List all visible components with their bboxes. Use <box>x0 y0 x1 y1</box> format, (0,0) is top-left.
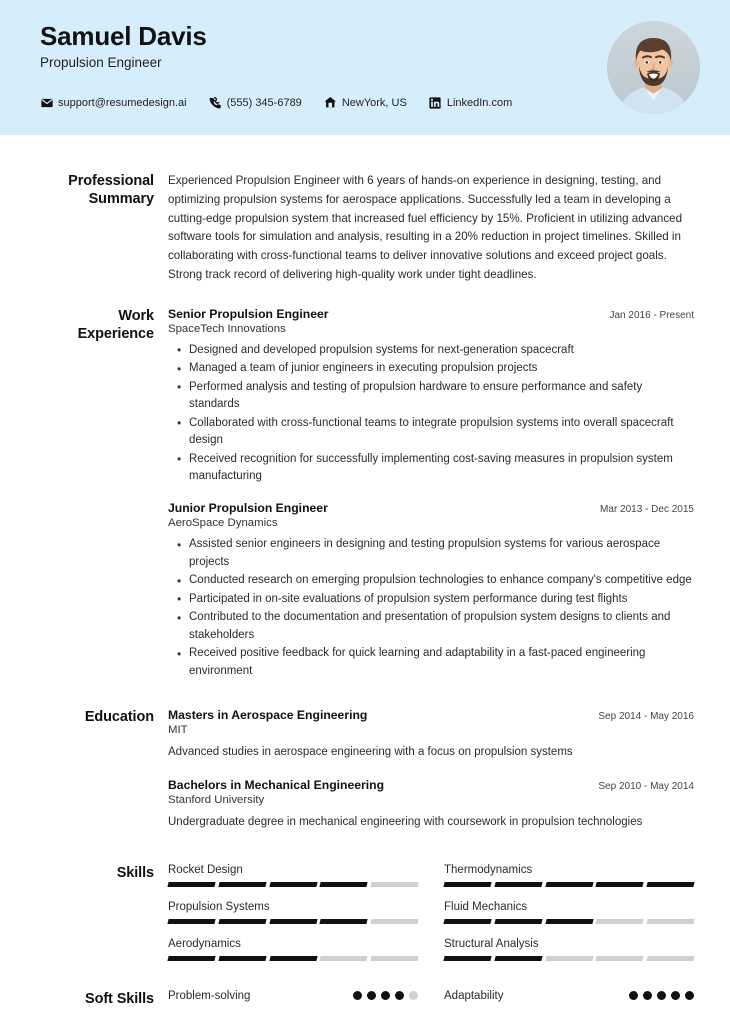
skill-bar-segment <box>371 882 419 887</box>
contact-email[interactable] <box>40 96 187 109</box>
list-item: • Performed analysis and testing of propulsion hardware to ensure performance and safety standards <box>189 379 694 414</box>
education-school: Stanford University <box>168 794 265 807</box>
section-education <box>40 708 694 832</box>
section-professional-summary <box>40 172 694 285</box>
skill-bar-segment <box>371 956 419 961</box>
soft-skill-dot <box>409 991 418 1000</box>
section-label-skills: Skills <box>116 864 154 881</box>
experience-bullets <box>168 342 694 486</box>
phone-icon <box>209 96 222 109</box>
profile-photo-illustration <box>607 21 700 114</box>
experience-entry-head <box>168 307 694 321</box>
soft-skill-dot <box>657 991 666 1000</box>
experience-entry-head <box>168 501 694 515</box>
contact-row <box>40 96 534 109</box>
home-icon <box>324 96 337 109</box>
soft-skill-dot <box>685 991 694 1000</box>
skill-name: Thermodynamics <box>444 863 533 876</box>
experience-role: Senior Propulsion Engineer <box>168 306 329 321</box>
skill-item <box>444 864 694 887</box>
section-label-experience: Work Experience <box>77 307 154 342</box>
soft-skill-name: Adaptability <box>444 989 504 1002</box>
skill-bar-segment <box>218 919 266 924</box>
education-description: Undergraduate degree in mechanical engineering with coursework in propulsion technologies <box>168 816 643 829</box>
experience-content <box>168 307 694 682</box>
education-degree: Masters in Aerospace Engineering <box>168 708 368 723</box>
linkedin-icon <box>429 96 442 109</box>
soft-skill-dot <box>367 991 376 1000</box>
soft-skill-item <box>168 990 418 1002</box>
skills-content <box>168 864 694 961</box>
section-label-soft-skills: Soft Skills <box>85 990 154 1007</box>
skill-name: Aerodynamics <box>168 937 241 950</box>
summary-text: Experienced Propulsion Engineer with 6 years of hands-on experience in designing, testing, and optimizing propulsion systems for aerospace applications. Successfully led a team in developing a cutting-edge propulsion system that increased fuel efficiency by 15%. Proficient in utilizing advanced software tools for simulation and analysis, resulting in a 20% reduction in project timelines. Skilled in collaborating with cross-functional teams to deliver innovative solutions and exceed project goals. Strong track record of delivering high-quality work under tight deadlines. <box>168 174 683 281</box>
soft-skill-name: Problem-solving <box>168 989 251 1002</box>
skill-level-bar <box>168 919 418 924</box>
skill-grid <box>168 864 694 961</box>
list-item: • Contributed to the documentation and presentation of propulsion system designs to clients and stakeholders <box>189 609 694 644</box>
skill-bar-segment <box>545 956 593 961</box>
education-entry <box>168 708 694 761</box>
skill-bar-segment <box>443 882 491 887</box>
list-item: • Designed and developed propulsion systems for next-generation spacecraft <box>189 342 694 359</box>
list-item: • Managed a team of junior engineers in executing propulsion projects <box>189 360 694 377</box>
education-date: Sep 2014 - May 2016 <box>598 711 694 723</box>
skill-name: Rocket Design <box>168 863 243 876</box>
resume-header <box>0 0 730 135</box>
experience-org: AeroSpace Dynamics <box>168 517 278 530</box>
list-item: • Received recognition for successfully implementing cost-saving measures in propulsion system manufacturing <box>189 451 694 486</box>
soft-skill-dot <box>353 991 362 1000</box>
avatar <box>607 21 700 114</box>
skill-name: Fluid Mechanics <box>444 900 528 913</box>
skill-bar-segment <box>320 882 368 887</box>
skill-bar-segment <box>596 919 644 924</box>
skill-level-bar <box>168 956 418 961</box>
skill-bar-segment <box>545 919 593 924</box>
contact-linkedin[interactable] <box>429 96 512 109</box>
envelope-icon <box>40 96 53 109</box>
education-content <box>168 708 694 832</box>
soft-skills-content <box>168 990 694 1002</box>
section-label-summary: Professional Summary <box>68 173 154 208</box>
skill-name: Structural Analysis <box>444 937 539 950</box>
section-label-education: Education <box>84 709 154 726</box>
skill-bar-segment <box>443 919 491 924</box>
experience-date: Jan 2016 - Present <box>609 309 694 321</box>
skill-bar-segment <box>494 882 542 887</box>
education-description: Advanced studies in aerospace engineering with a focus on propulsion systems <box>168 746 573 759</box>
experience-entry <box>168 501 694 680</box>
experience-org: SpaceTech Innovations <box>168 322 286 335</box>
skill-item <box>168 901 418 924</box>
skill-item <box>168 864 418 887</box>
skill-bar-segment <box>596 882 644 887</box>
soft-skill-item <box>444 990 694 1002</box>
skill-bar-segment <box>167 882 215 887</box>
contact-phone[interactable] <box>209 96 302 109</box>
list-item: • Assisted senior engineers in designing and testing propulsion systems for various aerospace projects <box>189 536 694 571</box>
skill-bar-segment <box>647 882 695 887</box>
education-entry <box>168 778 694 831</box>
skill-bar-segment <box>320 919 368 924</box>
education-entry-head <box>168 778 694 792</box>
skill-bar-segment <box>647 956 695 961</box>
skill-item <box>444 938 694 961</box>
experience-bullets <box>168 536 694 680</box>
soft-skill-dot <box>381 991 390 1000</box>
skill-bar-segment <box>167 956 215 961</box>
soft-skill-dots <box>353 991 418 1000</box>
education-date: Sep 2010 - May 2014 <box>598 781 694 793</box>
skill-bar-segment <box>167 919 215 924</box>
skill-bar-segment <box>443 956 491 961</box>
skill-level-bar <box>444 919 694 924</box>
skill-bar-segment <box>218 882 266 887</box>
experience-role: Junior Propulsion Engineer <box>168 501 328 516</box>
skill-level-bar <box>444 956 694 961</box>
skill-name: Propulsion Systems <box>168 900 270 913</box>
skill-level-bar <box>168 882 418 887</box>
soft-skill-dots <box>629 991 694 1000</box>
education-school: MIT <box>168 724 188 737</box>
skill-bar-segment <box>494 956 542 961</box>
education-entry-head <box>168 708 694 722</box>
skill-bar-segment <box>545 882 593 887</box>
candidate-name: Samuel Davis <box>40 21 207 51</box>
education-degree: Bachelors in Mechanical Engineering <box>168 778 385 793</box>
contact-email-text: support@resumedesign.ai <box>58 96 187 109</box>
soft-skill-grid <box>168 990 694 1002</box>
soft-skill-dot <box>671 991 680 1000</box>
skill-item <box>168 938 418 961</box>
summary-content <box>168 172 694 285</box>
list-item: • Collaborated with cross-functional teams to integrate propulsion systems into overall spacecraft design <box>189 415 694 450</box>
skill-bar-segment <box>494 919 542 924</box>
contact-location-text: NewYork, US <box>341 96 407 109</box>
skill-level-bar <box>444 882 694 887</box>
soft-skill-dot <box>643 991 652 1000</box>
contact-linkedin-text: LinkedIn.com <box>446 96 513 109</box>
section-skills <box>40 864 694 961</box>
soft-skill-dot <box>629 991 638 1000</box>
skill-bar-segment <box>218 956 266 961</box>
section-work-experience <box>40 307 694 682</box>
skill-bar-segment <box>371 919 419 924</box>
skill-bar-segment <box>596 956 644 961</box>
soft-skill-dot <box>395 991 404 1000</box>
skill-bar-segment <box>269 919 317 924</box>
skill-bar-segment <box>269 956 317 961</box>
list-item: • Participated in on-site evaluations of propulsion system performance during test flights <box>189 591 694 608</box>
contact-phone-text: (555) 345-6789 <box>226 96 302 109</box>
skill-bar-segment <box>647 919 695 924</box>
experience-date: Mar 2013 - Dec 2015 <box>600 504 694 516</box>
candidate-job-title: Propulsion Engineer <box>40 54 162 70</box>
section-soft-skills <box>40 990 694 1008</box>
skill-bar-segment <box>269 882 317 887</box>
experience-entry <box>168 307 694 486</box>
list-item: • Received positive feedback for quick learning and adaptability in a fast-paced engineering environment <box>189 645 694 680</box>
resume-body <box>0 172 730 1008</box>
skill-item <box>444 901 694 924</box>
contact-location[interactable] <box>324 96 407 109</box>
skill-bar-segment <box>320 956 368 961</box>
list-item: • Conducted research on emerging propulsion technologies to enhance company's competitive edge <box>189 572 694 589</box>
